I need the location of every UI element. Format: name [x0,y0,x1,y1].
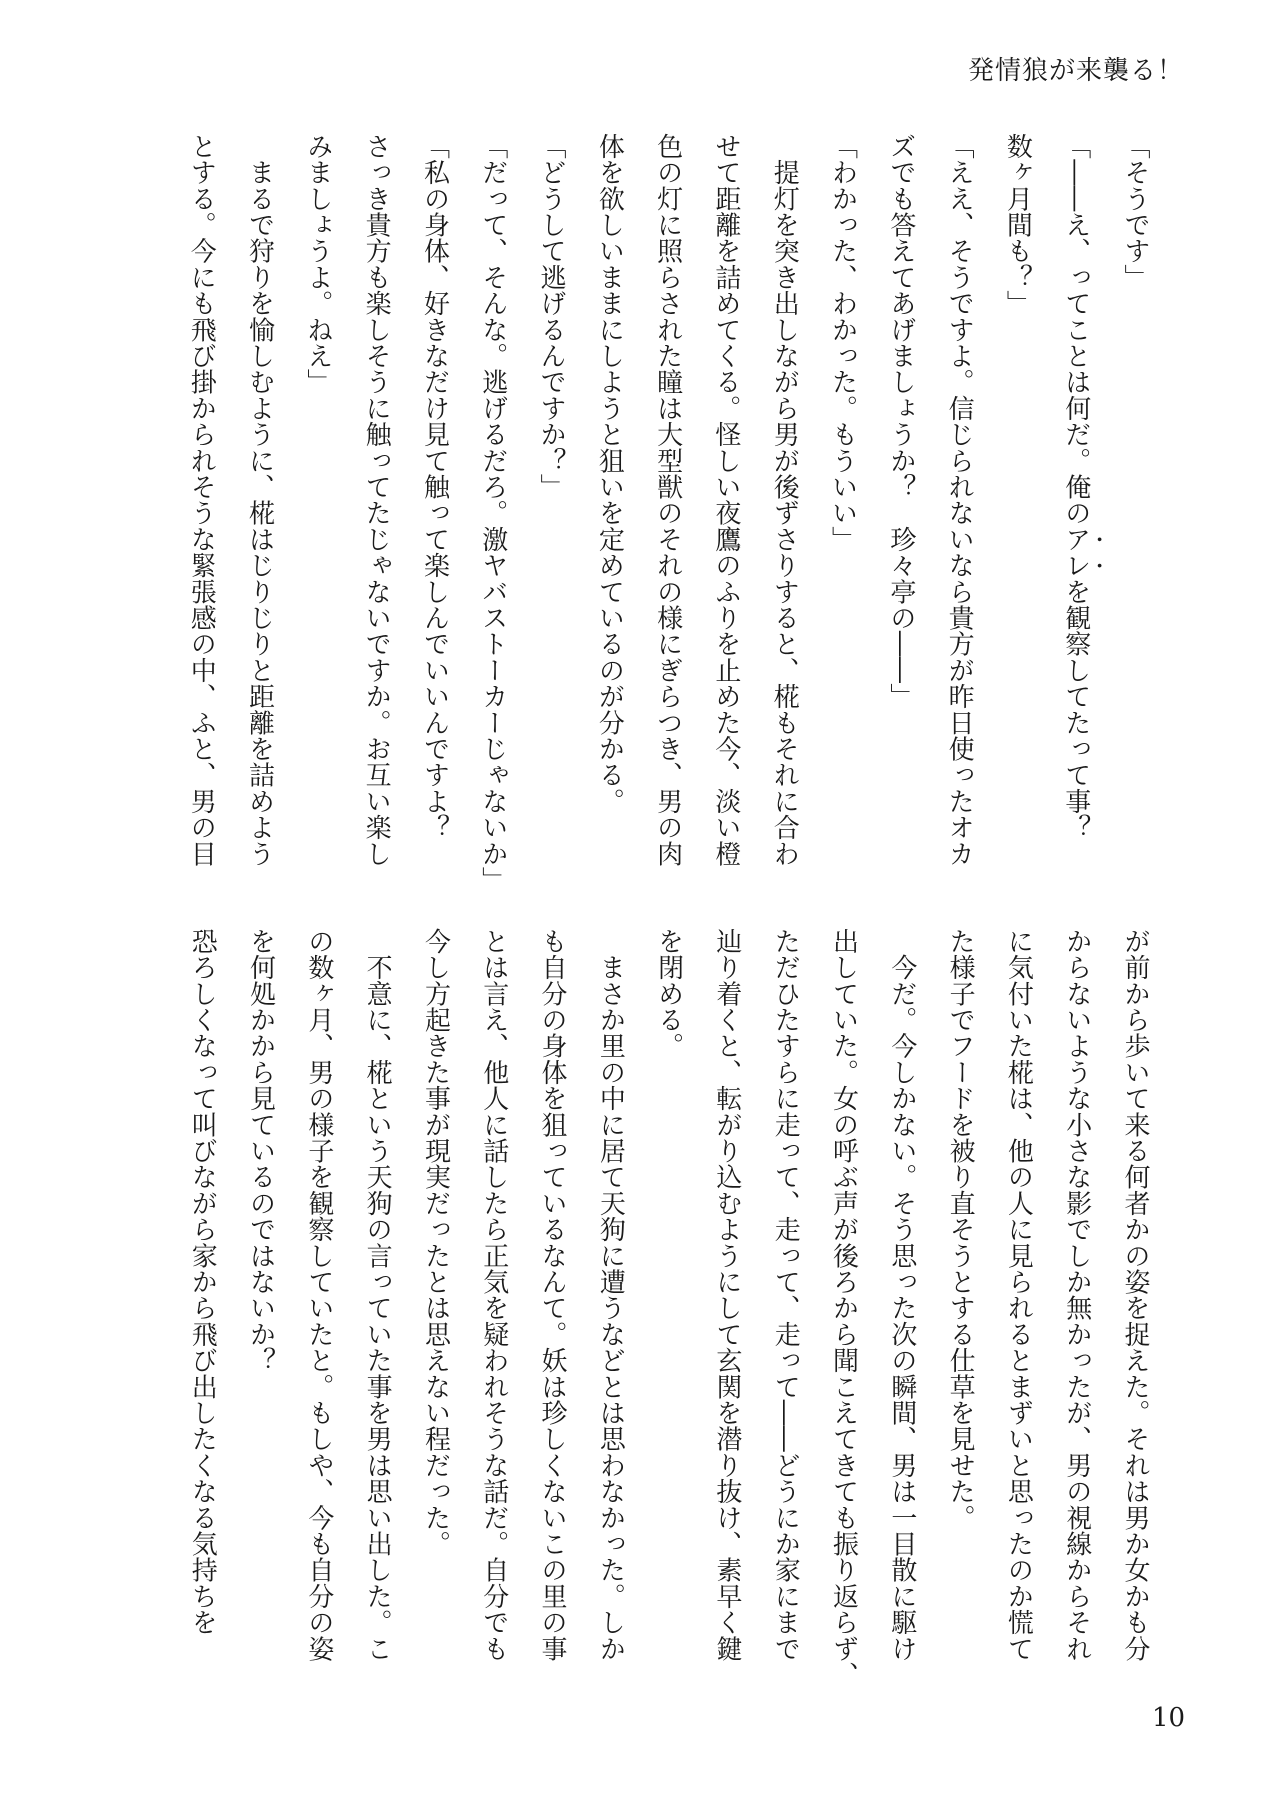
text-block-lower [173,928,1164,1688]
text-line: を何処かから見ているのではないか？ [245,928,276,1374]
text-line: を閉める。 [653,928,684,1059]
text-line: まるで狩りを愉しむように、椛はじりじりと距離を詰めよう [244,133,275,867]
text-line: に気付いた椛は、他の人に見られるとまずいと思ったのか慌て [1003,928,1034,1662]
text-line: 提灯を突き出しながら男が後ずさりすると、椛もそれに合わ [769,133,800,867]
text-line: 体を欲しいままにしようと狙いを定めているのが分かる。 [594,133,625,815]
text-line [1046,133,1105,873]
text-line: ズでも答えてあげましょうか？ 珍々亭の――」 [885,133,916,710]
text-fragment: を観察してたって事？ [1060,578,1091,841]
text-line: 色の灯に照らされた瞳は大型獣のそれの様にぎらつき、男の肉 [652,133,683,867]
running-header-title: 発情狼が来襲る！ [968,56,1185,86]
text-line: 今し方起きた事が現実だったとは思えない程だった。 [420,928,451,1557]
text-line: 辿り着くと、転がり込むようにして玄関を潜り抜け、素早く鍵 [711,928,742,1662]
text-line: 今だ。今しかない。そう思った次の瞬間、男は一目散に駆け [886,928,917,1662]
text-fragment: 「――え、ってことは何だ。俺の [1060,133,1091,526]
text-line: 「ええ、そうですよ。信じられないなら貴方が昨日使ったオカ [944,133,975,867]
text-line: 「だって、そんな。逃げるだろ。激ヤバストーカーじゃないか」 [477,133,508,893]
text-line: ただひたすらに走って、走って、走って――どうにか家にまで [770,928,801,1662]
text-line: 「どうして逃げるんですか？」 [536,133,567,500]
text-line: とする。今にも飛び掛かられそうな緊張感の中、ふと、男の目 [186,133,217,867]
text-line: とは言え、他人に話したら正気を疑われそうな話だ。自分でも [478,928,509,1662]
emphasized-text: アレ [1060,526,1091,579]
text-line: の数ヶ月、男の様子を観察していたと。もしや、今も自分の姿 [303,928,334,1662]
text-line: が前から歩いて来る何者かの姿を捉えた。それは男か女かも分 [1120,928,1150,1662]
text-line: せて距離を詰めてくる。怪しい夜鷹のふりを止めた今、淡い橙 [710,133,741,867]
text-line: 恐ろしくなって叫びながら家から飛び出したくなる気持ちを [187,928,218,1636]
text-line: 「わかった、わかった。もういい」 [827,133,858,553]
text-line: さっき貴方も楽しそうに触ってたじゃないですか。お互い楽し [361,133,392,867]
text-line: た様子でフードを被り直そうとする仕草を見せた。 [945,928,976,1531]
text-block-upper [172,133,1164,893]
text-line: も自分の身体を狙っているなんて。妖は珍しくないこの里の事 [537,928,568,1662]
text-line: 不意に、椛という天狗の言っていた事を男は思い出した。こ [362,928,393,1662]
text-line: まさか里の中に居て天狗に遭うなどとは思わなかった。しか [595,928,626,1662]
text-line: からないような小さな影でしか無かったが、男の視線からそれ [1061,928,1092,1662]
text-line: 数ヶ月間も？」 [1002,133,1033,317]
page-number: 10 [1152,1703,1186,1733]
text-line: 「そうです」 [1120,133,1150,291]
text-line: みましょうよ。ねえ」 [302,133,333,395]
text-line: 「私の身体、好きなだけ見て触って楽しんでいいんですよ？ [419,133,450,841]
text-line: 出していた。女の呼ぶ声が後ろから聞こえてきても振り返らず、 [828,928,859,1688]
